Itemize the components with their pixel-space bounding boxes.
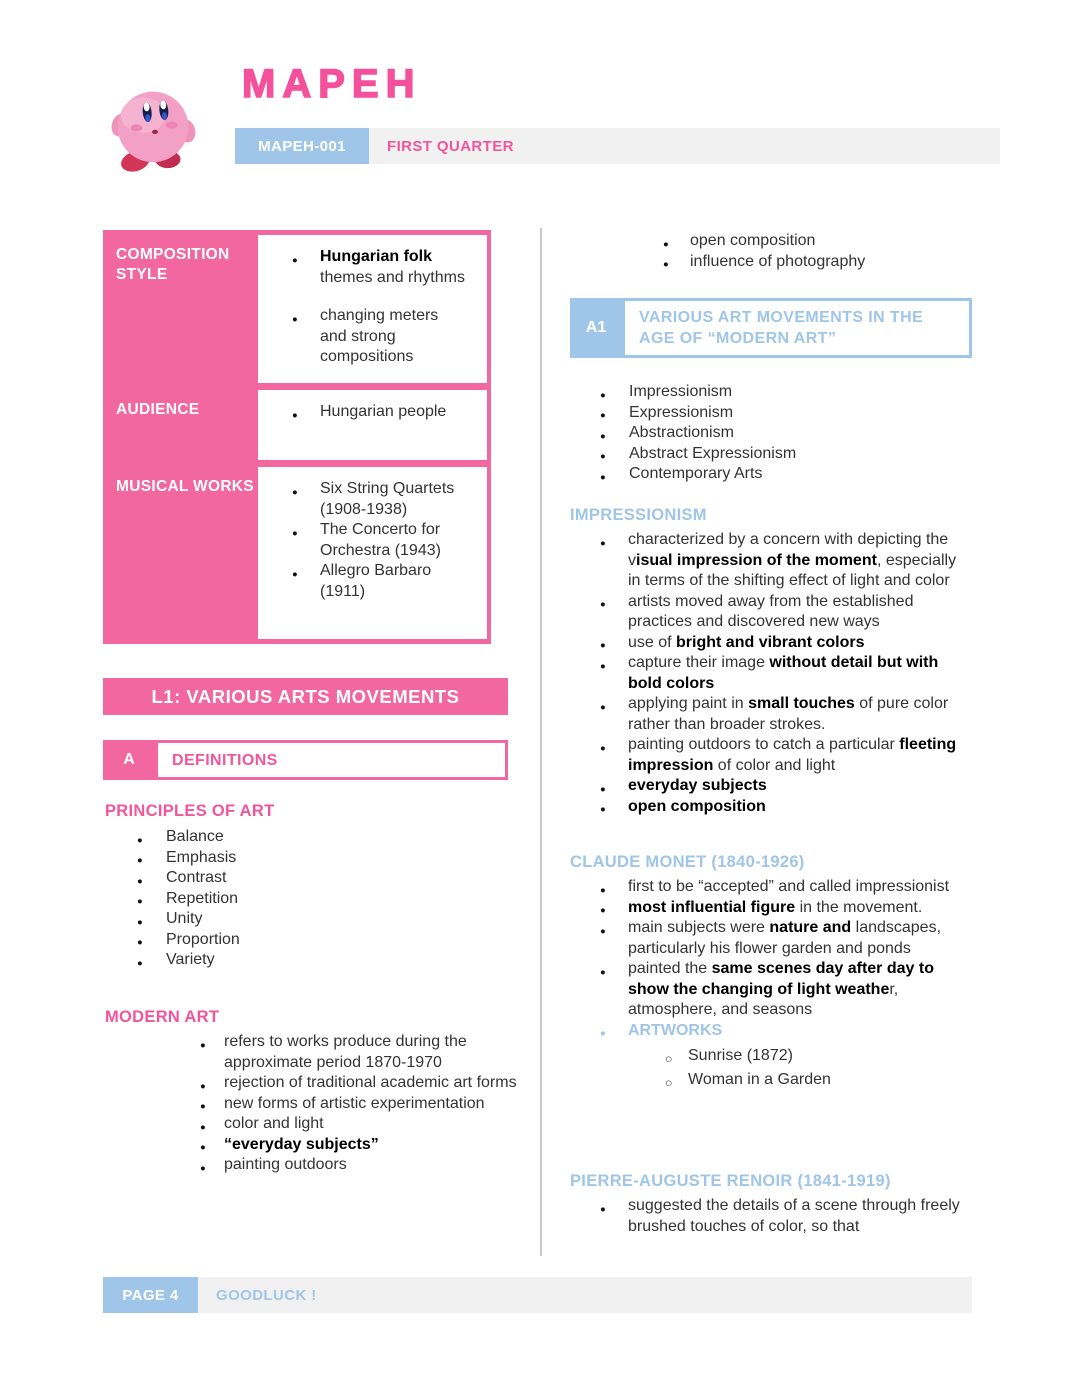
list-item: ● Unity [103, 909, 508, 930]
a1-section-box [570, 298, 972, 358]
a1-title: VARIOUS ART MOVEMENTS IN THE AGE OF “MODERN ART” [622, 298, 972, 358]
claude-monet-heading: CLAUDE MONET (1840-1926) [570, 853, 805, 871]
list-item: ● artists moved away from the established practices and discovered new ways [570, 592, 972, 633]
definitions-title: DEFINITIONS [155, 740, 508, 780]
art-movements-list [570, 382, 972, 485]
row-cell-composition-style [258, 235, 487, 383]
list-item: ● Repetition [103, 889, 508, 910]
course-code-badge: MAPEH-001 [235, 128, 369, 164]
list-item: ● Contrast [103, 868, 508, 889]
list-item: ● refers to works produce during the approximate period 1870-1970 [103, 1032, 528, 1073]
row-label-audience: AUDIENCE [116, 401, 200, 418]
list-item: ● painting outdoors [103, 1155, 528, 1176]
sub-list-item: ○ Woman in a Garden [628, 1070, 968, 1091]
renoir-list [570, 1196, 972, 1237]
header-bar [235, 128, 1000, 164]
list-item: ● capture their image without detail but with bold colors [570, 653, 972, 694]
list-item: ● Emphasis [103, 848, 508, 869]
definitions-section-box [103, 740, 508, 780]
list-item: ● changing meters and strong compositions [258, 306, 469, 368]
list-item: ● Impressionism [570, 382, 972, 403]
list-item: ● Allegro Barbaro (1911) [258, 561, 469, 602]
modern-art-heading: MODERN ART [105, 1008, 220, 1026]
list-item: ● first to be “accepted” and called impressionist [570, 877, 972, 898]
list-item: ● everyday subjects [570, 776, 972, 797]
list-item: ● color and light [103, 1114, 528, 1135]
table-row [103, 235, 487, 383]
impressionism-list [570, 530, 972, 817]
artwork-sub-list [628, 1046, 968, 1091]
principles-of-art-heading: PRINCIPLES OF ART [105, 802, 275, 820]
list-item: ● main subjects were nature and landscapes, particularly his flower garden and ponds [570, 918, 972, 959]
list-item: ● suggested the details of a scene through freely brushed touches of color, so that [570, 1196, 972, 1237]
list-item: ● Six String Quartets (1908-1938) [258, 479, 469, 520]
list-item: ● Variety [103, 950, 508, 971]
list-item: ● rejection of traditional academic art forms [103, 1073, 528, 1094]
footer-bar [103, 1277, 972, 1313]
footer-note: GOODLUCK ! [216, 1286, 317, 1304]
list-item: ● new forms of artistic experimentation [103, 1094, 528, 1115]
list-item: ● open composition [570, 797, 972, 818]
musical-works-list [258, 479, 469, 602]
definitions-tag: A [103, 740, 155, 780]
list-item: ● “everyday subjects” [103, 1135, 528, 1156]
composition-style-list [258, 247, 469, 368]
list-item: ● The Concerto for Orchestra (1943) [258, 520, 469, 561]
list-item: ● influence of photography [570, 252, 972, 273]
row-cell-audience [258, 390, 487, 460]
list-item: ● Abstract Expressionism [570, 444, 972, 465]
row-cell-musical-works [258, 467, 487, 639]
logo-title: MAPEH [242, 62, 422, 106]
list-item: ● open composition [570, 231, 972, 252]
list-item: ● most influential figure in the movement. [570, 898, 972, 919]
header-quarter-bar [369, 128, 1000, 164]
table-row [103, 390, 487, 460]
list-item: ● painted the same scenes day after day to show the changing of light weather, atmosphere, and seasons [570, 959, 972, 1021]
carryover-bullet-list [570, 231, 972, 272]
quarter-label: FIRST QUARTER [387, 137, 514, 155]
list-item: ● use of bright and vibrant colors [570, 633, 972, 654]
table-row [103, 467, 487, 639]
composer-info-table [103, 230, 491, 644]
renoir-heading: PIERRE-AUGUSTE RENOIR (1841-1919) [570, 1172, 891, 1190]
lesson-banner: L1: VARIOUS ARTS MOVEMENTS [103, 678, 508, 715]
list-item: ● characterized by a concern with depicting the visual impression of the moment, especially in terms of the shifting effect of light and color [570, 530, 972, 592]
list-item: ● Expressionism [570, 403, 972, 424]
footer-note-bar [198, 1277, 972, 1313]
list-item: ● Abstractionism [570, 423, 972, 444]
page-number-badge: PAGE 4 [103, 1277, 198, 1313]
list-item: ● ARTWORKS ○ Sunrise (1872) ○ Woman in a Garden [570, 1021, 972, 1091]
list-item: ● applying paint in small touches of pure color rather than broader strokes. [570, 694, 972, 735]
column-divider [540, 228, 542, 1256]
claude-monet-list [570, 877, 972, 1094]
row-label-musical-works: MUSICAL WORKS [116, 478, 254, 495]
list-item: ● Hungarian folk themes and rhythms [258, 247, 469, 288]
sub-list-item: ○ Sunrise (1872) [628, 1046, 968, 1067]
list-item: ● Hungarian people [258, 402, 469, 423]
impressionism-heading: IMPRESSIONISM [570, 506, 707, 524]
list-item: ● Balance [103, 827, 508, 848]
modern-art-list [103, 1032, 528, 1176]
principles-of-art-list [103, 827, 508, 971]
a1-tag: A1 [570, 298, 622, 358]
list-item: ● painting outdoors to catch a particular fleeting impression of color and light [570, 735, 972, 776]
list-item: ● Proportion [103, 930, 508, 951]
list-item: ● Contemporary Arts [570, 464, 972, 485]
row-label-composition-style: COMPOSITION STYLE [116, 246, 230, 284]
kirby-image [106, 76, 204, 174]
kirby-illustration [106, 76, 204, 174]
audience-list [258, 402, 469, 423]
